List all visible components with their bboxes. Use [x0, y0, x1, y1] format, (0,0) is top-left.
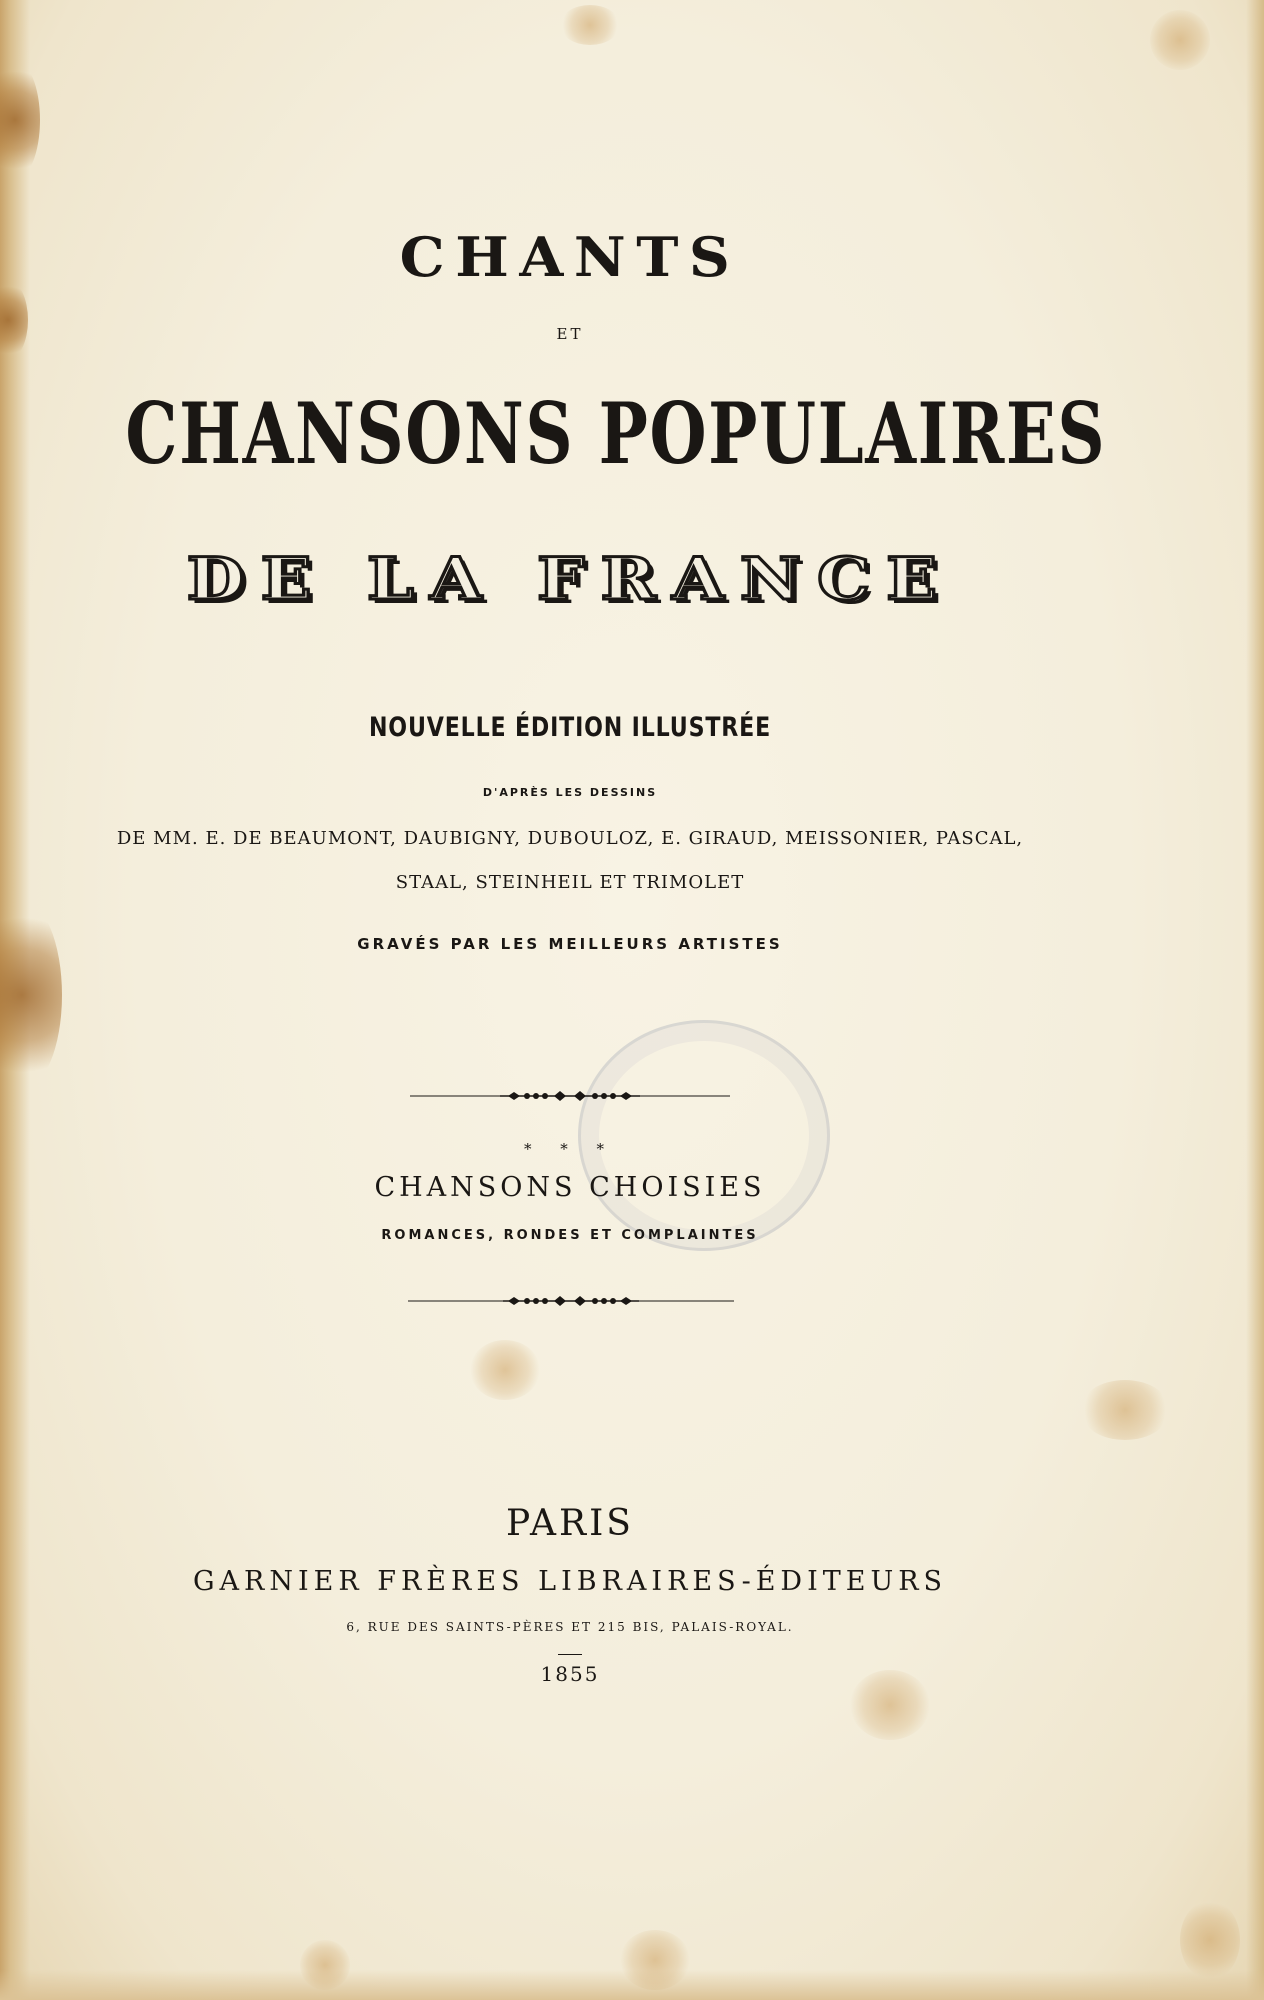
title-line-chants: CHANTS — [399, 225, 741, 289]
title-conjunction: ET — [556, 325, 584, 343]
stain — [0, 60, 40, 180]
stain — [470, 1340, 540, 1400]
edition-statement: NOUVELLE ÉDITION ILLUSTRÉE — [368, 712, 772, 743]
stain — [560, 5, 620, 45]
imprint-city: PARIS — [506, 1503, 634, 1544]
artists-line-2: STAAL, STEINHEIL ET TRIMOLET — [395, 872, 745, 893]
section-title: CHANSONS CHOISIES — [374, 1172, 766, 1203]
title-line-de-la-france: DE LA FRANCE — [186, 545, 954, 613]
stain — [1080, 1380, 1170, 1440]
stain — [620, 1930, 690, 1990]
page-edge-right — [1246, 0, 1264, 2000]
library-stamp — [578, 1020, 830, 1251]
engravers-credit: GRAVÉS PAR LES MEILLEURS ARTISTES — [357, 935, 783, 953]
stain — [300, 1940, 350, 1990]
section-stars: * * * — [523, 1140, 617, 1158]
artists-line-1: DE MM. E. DE BEAUMONT, DAUBIGNY, DUBOULOZ, E. GIRAUD, MEISSONIER, PASCAL, — [116, 828, 1024, 849]
stain — [0, 900, 62, 1090]
imprint-publisher: GARNIER FRÈRES LIBRAIRES-ÉDITEURS — [192, 1566, 948, 1597]
section-subtitle: ROMANCES, RONDES ET COMPLAINTES — [381, 1228, 759, 1243]
year-rule — [558, 1654, 582, 1655]
ornamental-rule-bottom — [408, 1293, 734, 1309]
ornamental-rule-top — [410, 1088, 730, 1104]
imprint-address: 6, RUE DES SAINTS-PÈRES ET 215 BIS, PALAIS-ROYAL. — [346, 1620, 794, 1634]
stain — [1150, 10, 1210, 70]
illustration-credit-lead: D'APRÈS LES DESSINS — [482, 786, 658, 799]
stain — [1180, 1900, 1240, 1980]
title-line-chansons-populaires: CHANSONS POPULAIRES — [125, 384, 1107, 483]
imprint-year: 1855 — [540, 1662, 600, 1686]
